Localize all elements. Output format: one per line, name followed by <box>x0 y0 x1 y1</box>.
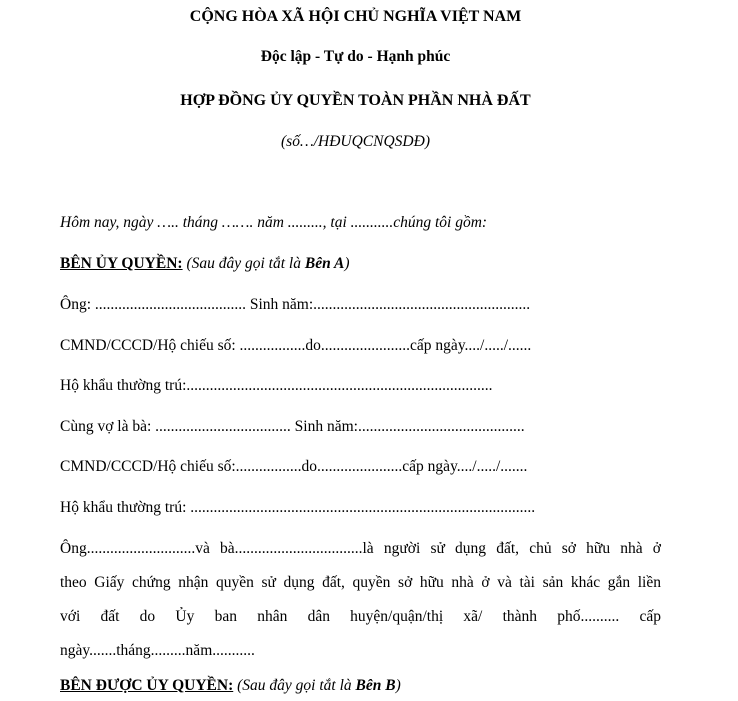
party-a-note-suffix: ) <box>344 255 350 272</box>
party-a-heading: BÊN ỦY QUYỀN: <box>60 255 183 272</box>
wife-line: Cùng vợ là bà: ................................... Sinh năm:........................................... <box>60 418 525 435</box>
party-a-heading-line <box>60 255 350 273</box>
nation-heading: CỘNG HÒA XÃ HỘI CHỦ NGHĨA VIỆT NAM <box>189 8 522 25</box>
party-b-heading-line <box>60 677 401 695</box>
husband-id-line: CMND/CCCD/Hộ chiếu số: .................do.......................cấp ngày..../...../...... <box>60 337 532 354</box>
party-b-note-prefix: (Sau đây gọi tắt là <box>233 677 356 694</box>
ownership-paragraph <box>60 532 661 668</box>
paragraph-line: Ông............................và bà.................................là người sử dụng đất, chủ sở hữu nhà ở <box>60 540 661 557</box>
document-number: (số…/HĐUQCNQSDĐ) <box>281 133 430 150</box>
motto: Độc lập - Tự do - Hạnh phúc <box>260 48 451 65</box>
party-a-note-prefix: (Sau đây gọi tắt là <box>182 255 305 272</box>
paragraph-line: theo Giấy chứng nhận quyền sử dụng đất, quyền sở hữu nhà ở và tài sản khác gắn liền <box>60 574 661 591</box>
wife-id-line: CMND/CCCD/Hộ chiếu số:.................do......................cấp ngày..../...../....... <box>60 458 528 475</box>
husband-residence-line: Hộ khẩu thường trú:............................................................................... <box>60 377 493 394</box>
paragraph-line: ngày.......tháng.........năm........... <box>60 642 255 659</box>
husband-line: Ông: ....................................... Sinh năm:........................................................ <box>60 296 531 313</box>
intro-line: Hôm nay, ngày ….. tháng ……. năm ........., tại ...........chúng tôi gồm: <box>60 214 488 231</box>
party-a-note-name: Bên A <box>304 255 345 272</box>
wife-residence-line: Hộ khẩu thường trú: ......................................................................................... <box>60 499 536 516</box>
party-b-note-name: Bên B <box>355 677 396 694</box>
party-b-heading: BÊN ĐƯỢC ỦY QUYỀN: <box>60 677 234 694</box>
party-b-note-suffix: ) <box>395 677 401 694</box>
document-title: HỢP ĐỒNG ỦY QUYỀN TOÀN PHẦN NHÀ ĐẤT <box>180 92 531 109</box>
paragraph-line: với đất do Ủy ban nhân dân huyện/quận/thị xã/ thành phố.......... cấp <box>60 608 661 625</box>
